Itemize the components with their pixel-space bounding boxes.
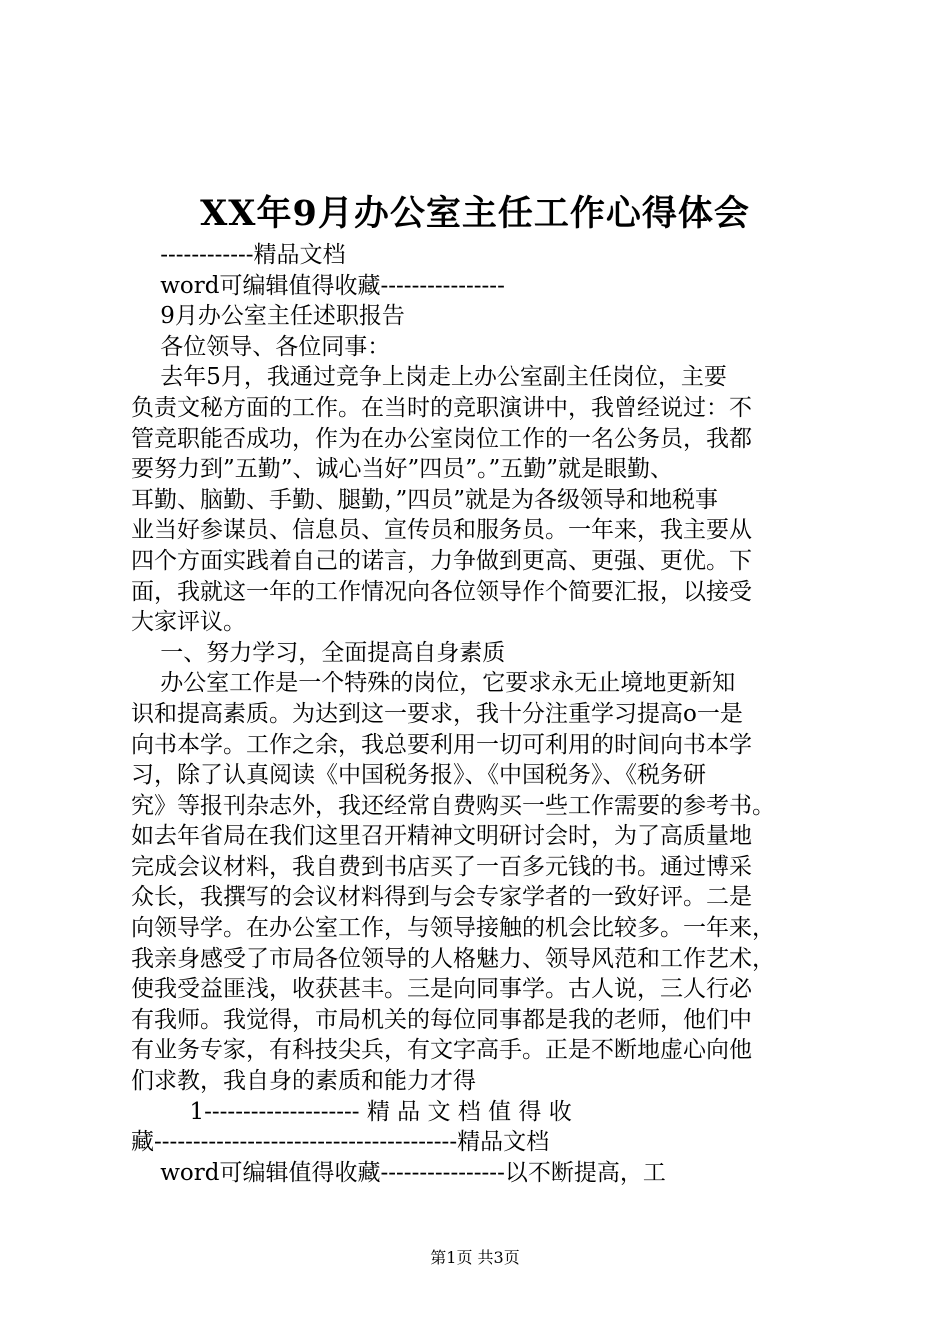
text-line: 负责文秘方面的工作。在当时的竞职演讲中，我曾经说过：不 bbox=[131, 394, 752, 421]
text-line: 我亲身感受了市局各位领导的人格魅力、领导风范和工作艺术， bbox=[131, 945, 775, 972]
text-line: 业当好参谋员、信息员、宣传员和服务员。一年来，我主要从 bbox=[131, 517, 752, 544]
document-title: XX年9月办公室主任工作心得体会 bbox=[200, 193, 750, 234]
text-line: 习，除了认真阅读《中国税务报》、《中国税务》、《税务研 bbox=[131, 762, 706, 789]
text-line: 去年5月，我通过竞争上岗走上办公室副主任岗位，主要 bbox=[131, 364, 727, 391]
text-line: 究》等报刊杂志外，我还经常自费购买一些工作需要的参考书。 bbox=[131, 792, 775, 819]
text-line: 向领导学。在办公室工作，与领导接触的机会比较多。一年来， bbox=[131, 915, 775, 942]
text-line: 大家评议。 bbox=[131, 609, 246, 636]
text-line: word可编辑值得收藏----------------以不断提高，工 bbox=[131, 1159, 666, 1186]
text-line: 向书本学。工作之余，我总要利用一切可利用的时间向书本学 bbox=[131, 731, 752, 758]
text-line: 使我受益匪浅，收获甚丰。三是向同事学。古人说，三人行必 bbox=[131, 976, 752, 1003]
text-line: 耳勤、脑勤、手勤、腿勤，”四员”就是为各级领导和地税事 bbox=[131, 486, 719, 513]
text-line: 如去年省局在我们这里召开精神文明研讨会时，为了高质量地 bbox=[131, 823, 752, 850]
separator-line: 藏---------------------------------------精品文档 bbox=[131, 1129, 550, 1156]
text-line: 各位领导、各位同事： bbox=[131, 333, 391, 360]
text-line: 要努力到”五勤”、诚心当好”四员”。”五勤”就是眼勤、 bbox=[131, 456, 674, 483]
text-line: 面，我就这一年的工作情况向各位领导作个简要汇报，以接受 bbox=[131, 578, 752, 605]
page-number: 第1页 共3页 bbox=[430, 1248, 520, 1267]
text-line: 四个方面实践着自己的诺言，力争做到更高、更强、更优。下 bbox=[131, 547, 752, 574]
separator-line: 1-------------------- 精 品 文 档 值 得 收 bbox=[131, 1098, 572, 1125]
text-line: word可编辑值得收藏---------------- bbox=[131, 272, 505, 299]
text-line: 办公室工作是一个特殊的岗位，它要求永无止境地更新知 bbox=[131, 670, 736, 697]
text-line: 众长，我撰写的会议材料得到与会专家学者的一致好评。二是 bbox=[131, 884, 752, 911]
text-line: 有业务专家，有科技尖兵，有文字高手。正是不断地虚心向他 bbox=[131, 1037, 752, 1064]
text-line: 识和提高素质。为达到这一要求，我十分注重学习提高o一是 bbox=[131, 700, 743, 727]
text-line: 完成会议材料，我自费到书店买了一百多元钱的书。通过博采 bbox=[131, 853, 752, 880]
text-line: 9月办公室主任述职报告 bbox=[131, 303, 405, 330]
text-line: 一、努力学习，全面提高自身素质 bbox=[131, 639, 506, 666]
text-line: ------------精品文档 bbox=[131, 242, 346, 268]
text-line: 有我师。我觉得，市局机关的每位同事都是我的老师，他们中 bbox=[131, 1006, 752, 1033]
document-body bbox=[131, 240, 836, 1188]
text-line: 管竞职能否成功，作为在办公室岗位工作的一名公务员，我都 bbox=[131, 425, 752, 452]
text-line: 们求教，我自身的素质和能力才得 bbox=[131, 1068, 476, 1095]
